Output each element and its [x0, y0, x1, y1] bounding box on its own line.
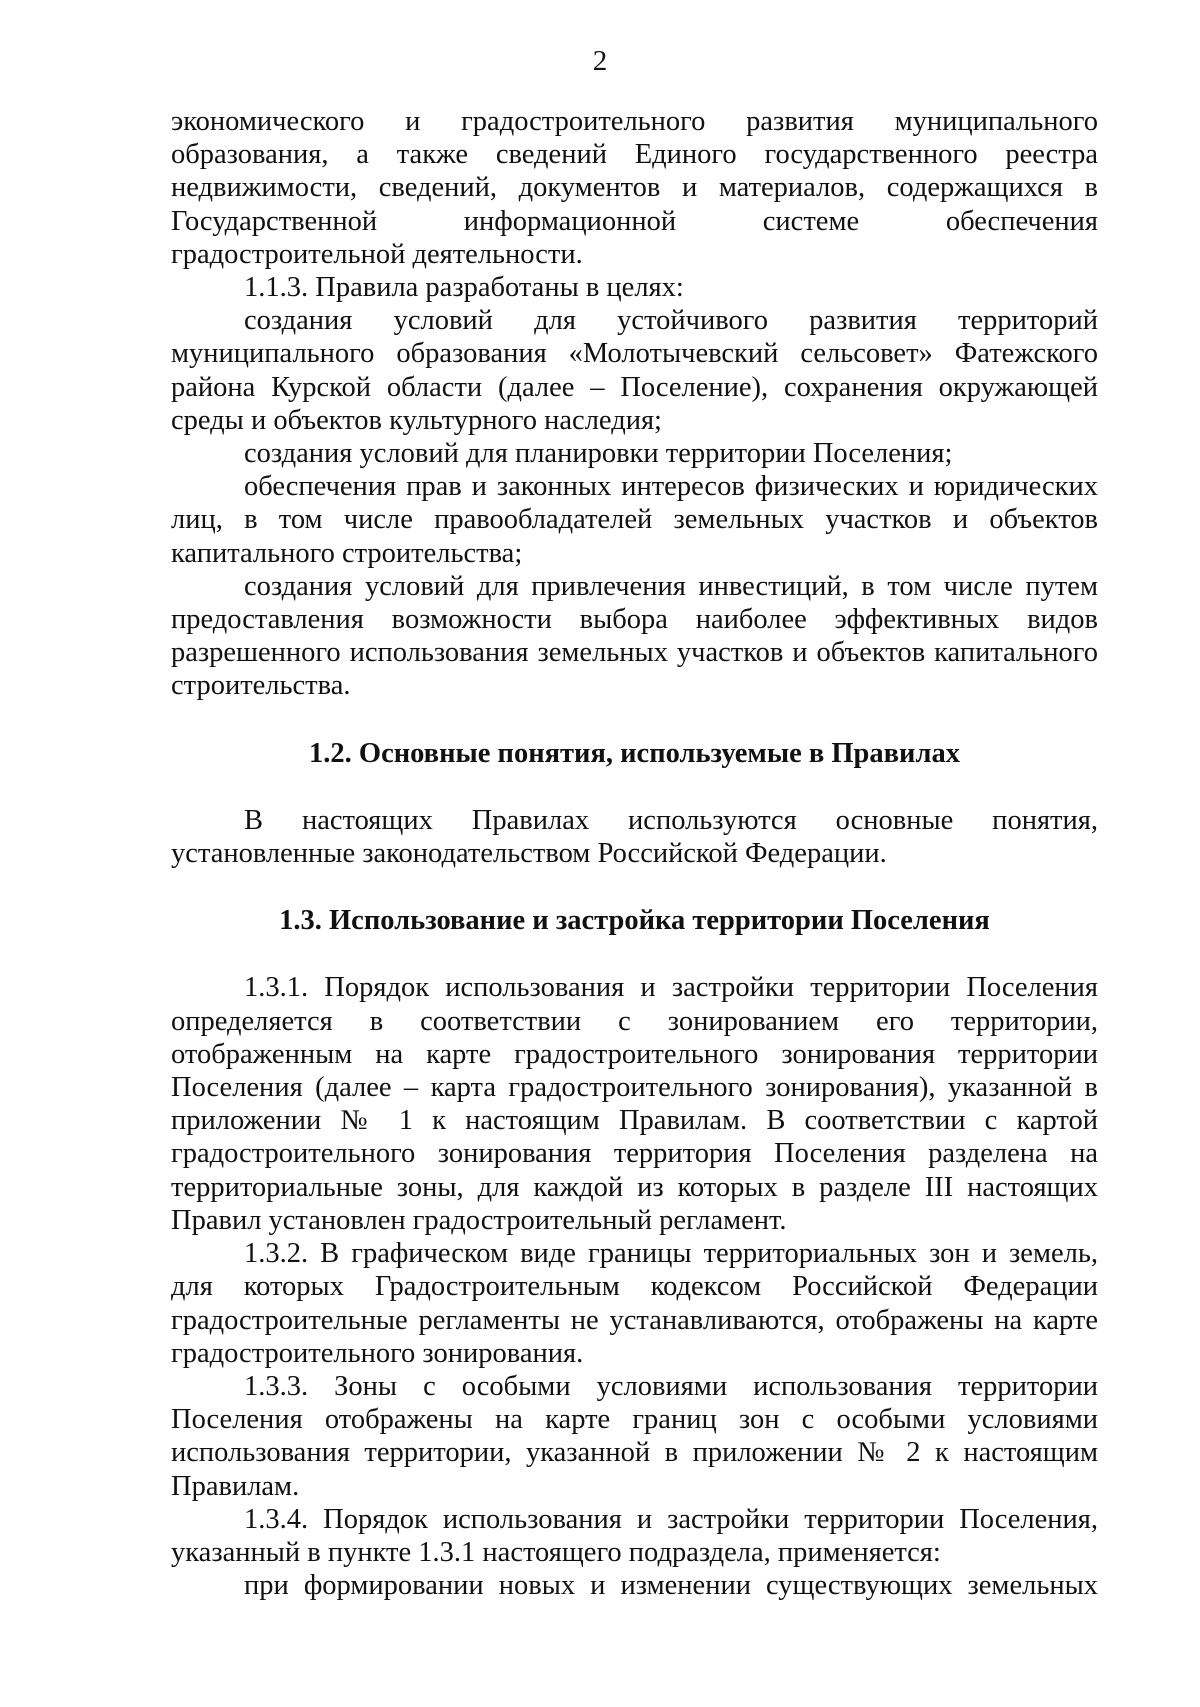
paragraph-goal-rights: обеспечения прав и законных интересов физических и юридических лиц, в том числе правообладателей земельных участков и объектов капитального строительства;	[171, 471, 1098, 569]
paragraph-goal-planning: создания условий для планировки территории Поселения;	[244, 438, 953, 470]
paragraph-goal-sustainable-development: создания условий для устойчивого развития территорий муниципального образования «Молотычевский сельсовет» Фатежского района Курской области (далее – Поселение), сохранения окружающей среды и объектов культурного наследия;	[171, 305, 1098, 436]
section-heading-1-3: 1.3. Использование и застройка территории Поселения	[279, 905, 990, 937]
paragraph-goal-investments: создания условий для привлечения инвестиций, в том числе путем предоставления возможности выбора наиболее эффективных видов разрешенного использования земельных участков и объектов капитального строительства.	[171, 570, 1098, 702]
document-body	[171, 105, 1098, 1602]
paragraph-continuation: экономического и градостроительного развития муниципального образования, а также сведений Единого государственного реестра недвижимости, сведений, документов и материалов, содержащихся в Государственной информационной системе обеспечения градостроительной деятельности.	[171, 106, 1098, 270]
paragraph-1-1-3: 1.1.3. Правила разработаны в целях:	[244, 272, 684, 304]
section-heading-1-2: 1.2. Основные понятия, используемые в Правилах	[309, 737, 960, 769]
paragraph-1-3-1: 1.3.1. Порядок использования и застройки территории Поселения определяется в соответствии с зонированием его территории, отображенным на карте градостроительного зонирования территории Поселения (далее – карта градостроительного зонирования), указанной в приложении № 1 к настоящим Правилам. В соответствии с картой градостроительного зонирования территория Поселения разделена на территориальные зоны, для каждой из которых в разделе III настоящих Правил установлен градостроительный регламент.	[171, 972, 1098, 1236]
page-number: 2	[592, 45, 608, 77]
paragraph-basic-concepts: В настоящих Правилах используются основные понятия, установленные законодательством Российской Федерации.	[171, 804, 1098, 870]
paragraph-1-3-4: 1.3.4. Порядок использования и застройки территории Поселения, указанный в пункте 1.3.1 настоящего подраздела, применяется:	[171, 1503, 1098, 1568]
paragraph-land-plots: при формировании новых и изменении существующих земельных	[244, 1570, 1098, 1602]
paragraph-1-3-3: 1.3.3. Зоны с особыми условиями использования территории Поселения отображены на карте границ зон с особыми условиями использования территории, указанной в приложении № 2 к настоящим Правилам.	[171, 1370, 1098, 1502]
paragraph-1-3-2: 1.3.2. В графическом виде границы территориальных зон и земель, для которых Градостроительным кодексом Российской Федерации градостроительные регламенты не устанавливаются, отображены на карте градостроительного зонирования.	[171, 1238, 1098, 1369]
